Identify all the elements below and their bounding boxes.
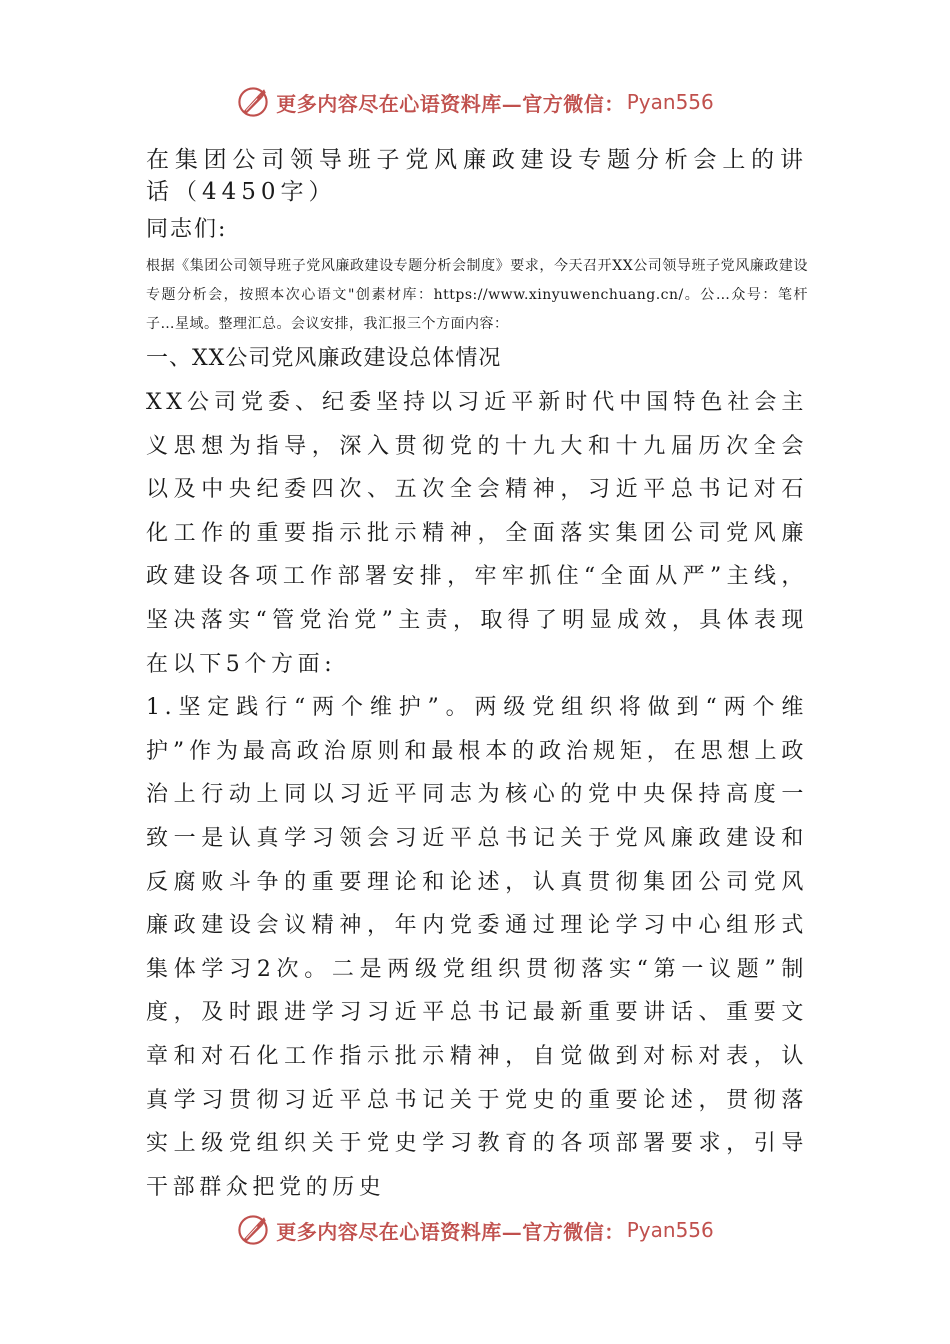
pen-nib-icon (236, 85, 270, 119)
banner-wechat-id: Pyan556 (626, 1218, 714, 1242)
document-body (146, 140, 808, 1209)
intro-paragraph: 根据《集团公司领导班子党风廉政建设专题分析会制度》要求，今天召开XX公司领导班子党风廉政建设专题分析会，按照本次心语文"创素材库：https://www.xinyuwenchuang.cn/。公…众号：笔杆子…星域。整理汇总。会议安排，我汇报三个方面内容： (146, 258, 808, 332)
section-heading: 一、XX公司党风廉政建设总体情况 (146, 346, 502, 371)
banner-text: 更多内容尽在心语资料库—官方微信： (276, 91, 625, 116)
banner-text: 更多内容尽在心语资料库—官方微信： (276, 1219, 625, 1244)
footer-banner (0, 1210, 950, 1250)
header-banner (0, 82, 950, 122)
document-title: 在集团公司领导班子党风廉政建设专题分析会上的讲话（4450字） (146, 147, 808, 205)
pen-nib-icon (236, 1213, 270, 1247)
body-paragraph: 1.坚定践行“两个维护”。两级党组织将做到“两个维护”作为最高政治原则和最根本的政治规矩，在思想上政治上行动上同以习近平同志为核心的党中央保持高度一致一是认真学习领会习近平总书记关于党风廉政建设和反腐败斗争的重要理论和论述，认真贯彻集团公司党风廉政建设会议精神，年内党委通过理论学习中心组形式集体学习2次。二是两级党组织贯彻落实“第一议题”制度，及时跟进学习习近平总书记最新重要讲话、重要文章和对石化工作指示批示精神，自觉做到对标对表，认真学习贯彻习近平总书记关于党史的重要论述，贯彻落实上级党组织关于党史学习教育的各项部署要求，引导干部群众把党的历史 (146, 695, 808, 1200)
body-paragraph: XX公司党委、纪委坚持以习近平新时代中国特色社会主义思想为指导，深入贯彻党的十九大和十九届历次全会以及中央纪委四次、五次全会精神，习近平总书记对石化工作的重要指示批示精神，全面落实集团公司党风廉政建设各项工作部署安排，牢牢抓住“全面从严”主线，坚决落实“管党治党”主责，取得了明显成效，具体表现在以下5个方面: (146, 390, 808, 677)
banner-wechat-id: Pyan556 (626, 90, 714, 114)
greeting: 同志们: (146, 217, 228, 242)
